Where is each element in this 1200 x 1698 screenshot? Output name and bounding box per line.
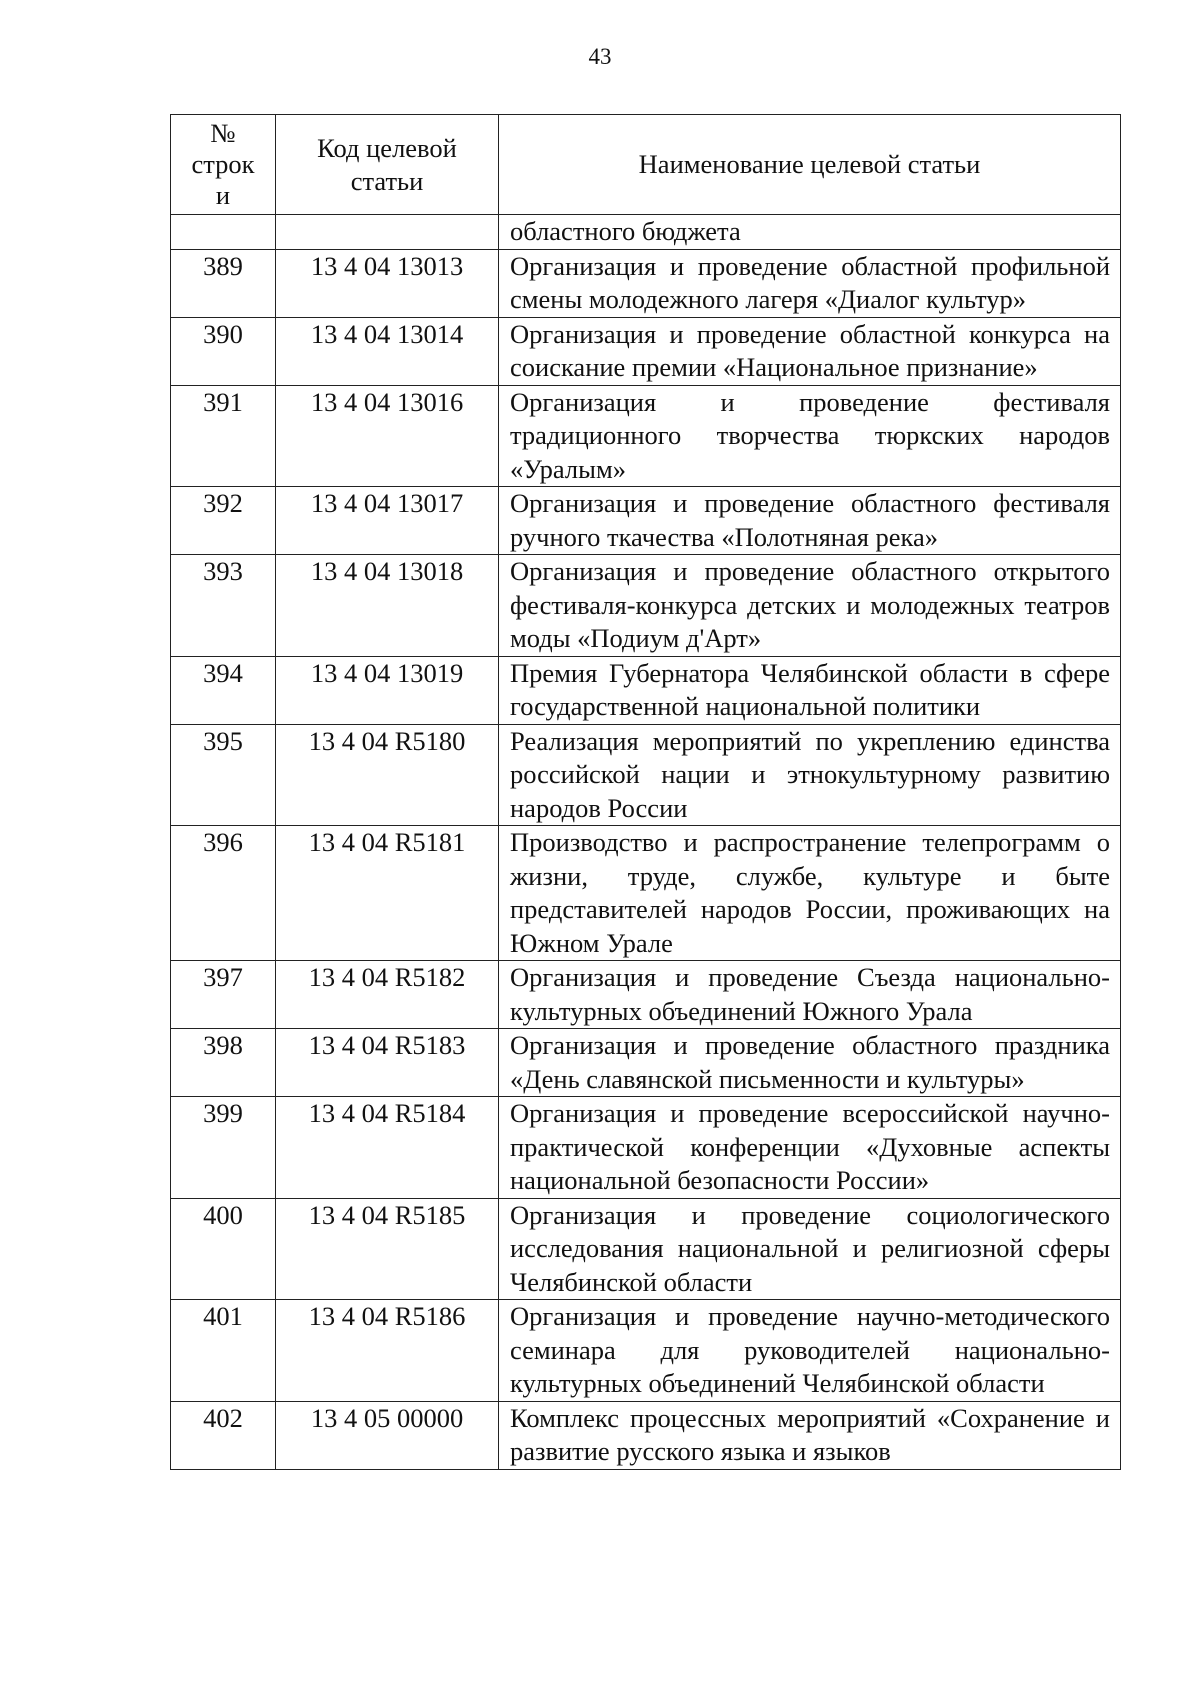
target-code-cell: 13 4 04 13014 <box>276 317 499 385</box>
target-code-cell: 13 4 04 R5184 <box>276 1097 499 1199</box>
header-row-number <box>171 115 276 215</box>
row-number-cell: 394 <box>171 656 276 724</box>
target-name-cell: Организация и проведение социологического исследования национальной и религиозной сферы Челябинской области <box>499 1198 1121 1300</box>
row-number-cell: 389 <box>171 249 276 317</box>
target-name-cell: Организация и проведение областной конкурса на соискание премии «Национальное признание» <box>499 317 1121 385</box>
target-name-cell: Организация и проведение фестиваля традиционного творчества тюркских народов «Уралым» <box>499 385 1121 487</box>
row-number-cell: 402 <box>171 1401 276 1469</box>
target-name-cell: Премия Губернатора Челябинской области в сфере государственной национальной политики <box>499 656 1121 724</box>
target-code-cell: 13 4 04 13019 <box>276 656 499 724</box>
row-number-cell: 396 <box>171 826 276 961</box>
row-number-cell: 399 <box>171 1097 276 1199</box>
table-row <box>171 249 1121 317</box>
continuation-code-cell <box>276 215 499 250</box>
continuation-num-cell <box>171 215 276 250</box>
continuation-text: областного бюджета <box>510 216 741 246</box>
table-row <box>171 1097 1121 1199</box>
row-number-cell: 400 <box>171 1198 276 1300</box>
header-row-number-line: и <box>215 180 231 210</box>
row-number-cell: 397 <box>171 961 276 1029</box>
table-header-row <box>171 115 1121 215</box>
target-code-cell: 13 4 04 R5183 <box>276 1029 499 1097</box>
target-code-cell: 13 4 04 13013 <box>276 249 499 317</box>
table-row <box>171 961 1121 1029</box>
target-code-cell: 13 4 04 R5185 <box>276 1198 499 1300</box>
target-code-cell: 13 4 04 R5186 <box>276 1300 499 1402</box>
target-name-cell: Организация и проведение всероссийской научно-практической конференции «Духовные аспекты национальной безопасности России» <box>499 1097 1121 1199</box>
target-name-cell: Реализация мероприятий по укреплению единства российской нации и этнокультурному развитию народов России <box>499 724 1121 826</box>
table-row <box>171 1029 1121 1097</box>
row-number-cell: 390 <box>171 317 276 385</box>
header-target-code-line: статьи <box>350 165 424 196</box>
table-row <box>171 826 1121 961</box>
target-code-cell: 13 4 04 R5181 <box>276 826 499 961</box>
target-code-cell: 13 4 04 R5180 <box>276 724 499 826</box>
table-row <box>171 724 1121 826</box>
header-target-code <box>276 115 499 215</box>
row-number-cell: 392 <box>171 487 276 555</box>
table-row <box>171 656 1121 724</box>
table-row <box>171 1300 1121 1402</box>
target-name-cell: Комплекс процессных мероприятий «Сохранение и развитие русского языка и языков <box>499 1401 1121 1469</box>
target-items-table <box>170 114 1121 1470</box>
table-row <box>171 1198 1121 1300</box>
row-number-cell: 401 <box>171 1300 276 1402</box>
target-name-cell: Организация и проведение областного праздника «День славянской письменности и культуры» <box>499 1029 1121 1097</box>
header-row-number-line: № <box>210 118 236 148</box>
target-name-cell: Организация и проведение Съезда национально-культурных объединений Южного Урала <box>499 961 1121 1029</box>
target-code-cell: 13 4 04 13018 <box>276 555 499 657</box>
header-row-number-line: строк <box>191 149 255 179</box>
target-name-cell: Организация и проведение областной профильной смены молодежного лагеря «Диалог культур» <box>499 249 1121 317</box>
row-number-cell: 398 <box>171 1029 276 1097</box>
target-code-cell: 13 4 04 13016 <box>276 385 499 487</box>
target-name-cell: Организация и проведение научно-методического семинара для руководителей национально-культурных объединений Челябинской области <box>499 1300 1121 1402</box>
header-target-name: Наименование целевой статьи <box>499 115 1121 215</box>
target-code-cell: 13 4 05 00000 <box>276 1401 499 1469</box>
table-row <box>171 317 1121 385</box>
row-number-cell: 395 <box>171 724 276 826</box>
continuation-name-cell <box>499 215 1121 250</box>
table-row <box>171 385 1121 487</box>
table-row <box>171 1401 1121 1469</box>
target-code-cell: 13 4 04 13017 <box>276 487 499 555</box>
target-name-cell: Производство и распространение телепрограмм о жизни, труде, службе, культуре и быте представителей народов России, проживающих на Южном Урале <box>499 826 1121 961</box>
row-number-cell: 391 <box>171 385 276 487</box>
target-code-cell: 13 4 04 R5182 <box>276 961 499 1029</box>
target-name-cell: Организация и проведение областного фестиваля ручного ткачества «Полотняная река» <box>499 487 1121 555</box>
page-number: 43 <box>588 44 612 69</box>
target-name-cell: Организация и проведение областного открытого фестиваля-конкурса детских и молодежных театров моды «Подиум д'Арт» <box>499 555 1121 657</box>
continuation-row <box>171 215 1121 250</box>
header-target-code-line: Код целевой <box>317 132 457 163</box>
table-row <box>171 555 1121 657</box>
row-number-cell: 393 <box>171 555 276 657</box>
table-row <box>171 487 1121 555</box>
